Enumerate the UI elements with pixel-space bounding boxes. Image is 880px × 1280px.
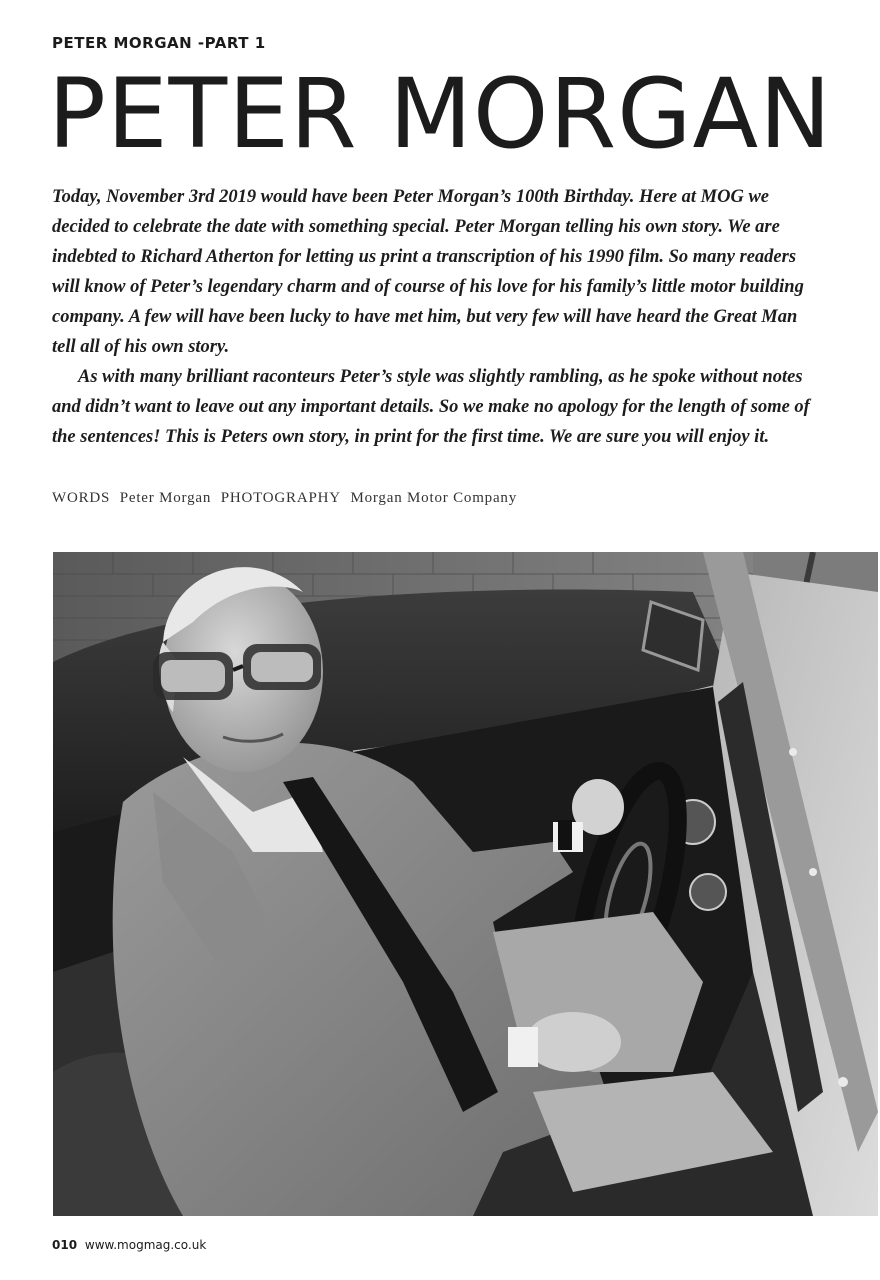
section-kicker: PETER MORGAN -PART 1 (52, 34, 266, 52)
page-number: 010 (52, 1238, 78, 1252)
credits-line (52, 490, 522, 507)
words-label: WORDS (52, 490, 111, 506)
photography-label: PHOTOGRAPHY (220, 490, 341, 506)
words-name: Peter Morgan (119, 490, 212, 506)
intro-text (52, 182, 812, 452)
intro-paragraph-1: Today, November 3rd 2019 would have been Peter Morgan’s 100th Birthday. Here at MOG we decided to celebrate the date with something special. Peter Morgan telling his own story. We are indebted to Richard Atherton for letting us print a transcription of his 1990 film. So many readers will know of Peter’s legendary charm and of course of his love for his family’s little motor building company. A few will have been lucky to have met him, but very few will have heard the Great Man tell all of his own story. (52, 187, 804, 357)
page-footer (52, 1238, 206, 1252)
photo-peter-morgan-in-car (53, 552, 878, 1216)
photography-name: Morgan Motor Company (350, 490, 518, 506)
website-link[interactable]: www.mogmag.co.uk (84, 1238, 207, 1252)
intro-paragraph-2: As with many brilliant raconteurs Peter’s style was slightly rambling, as he spoke without notes and didn’t want to leave out any important details. So we make no apology for the length of some of the sentences! This is Peters own story, in print for the first time. We are sure you will enjoy it. (52, 367, 810, 447)
page-title: PETER MORGAN (48, 58, 833, 170)
photo-illustration (53, 552, 878, 1216)
